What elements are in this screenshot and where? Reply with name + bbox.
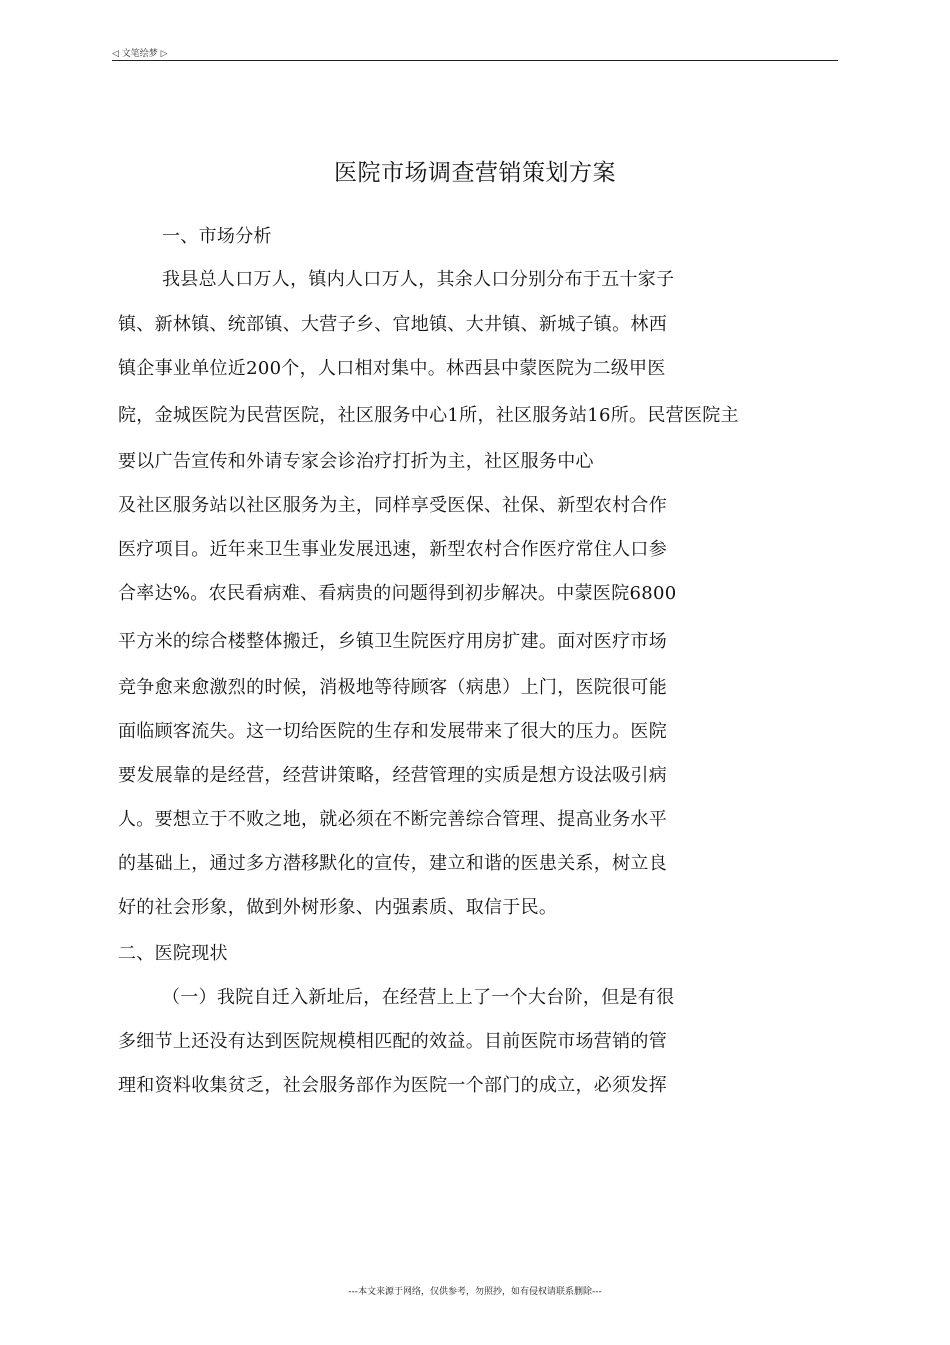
paragraph-line: （一）我院自迁入新址后，在经营上上了一个大台阶，但是有很 (162, 987, 675, 1008)
paragraph-line: 及社区服务站以社区服务为主，同样享受医保、社保、新型农村合作 (118, 495, 667, 516)
section-heading-hospital-status: 二、医院现状 (118, 943, 228, 964)
paragraph-line: 平方米的综合楼整体搬迁，乡镇卫生院医疗用房扩建。面对医疗市场 (118, 631, 667, 652)
paragraph-line: 我县总人口万人，镇内人口万人，其余人口分别分布于五十家子 (162, 269, 675, 290)
paragraph-line: 人。要想立于不败之地，就必须在不断完善综合管理、提高业务水平 (118, 809, 667, 830)
paragraph-line: 要发展靠的是经营，经营讲策略，经营管理的实质是想方设法吸引病 (118, 765, 667, 786)
paragraph-line: 多细节上还没有达到医院规模相匹配的效益。目前医院市场营销的管 (118, 1031, 667, 1052)
paragraph-line: 的基础上，通过多方潜移默化的宣传，建立和谐的医患关系，树立良 (118, 853, 667, 874)
paragraph-line: 院，金城医院为民营医院，社区服务中心1所，社区服务站16所。民营医院主 (118, 405, 739, 426)
header-divider (112, 60, 838, 61)
section-heading-market-analysis: 一、市场分析 (162, 226, 272, 247)
paragraph-line: 好的社会形象，做到外树形象、内强素质、取信于民。 (118, 897, 558, 918)
page-footer-disclaimer: ---本文来源于网络，仅供参考，勿照抄，如有侵权请联系删除--- (348, 1287, 602, 1297)
header-brand-text: ◁ 文笔绘梦 ▷ (112, 49, 168, 59)
paragraph-line: 理和资料收集贫乏，社会服务部作为医院一个部门的成立，必须发挥 (118, 1075, 667, 1096)
paragraph-line: 镇、新林镇、统部镇、大营子乡、官地镇、大井镇、新城子镇。林西 (118, 314, 667, 335)
paragraph-line: 要以广告宣传和外请专家会诊治疗打折为主，社区服务中心 (118, 451, 594, 472)
paragraph-line: 竞争愈来愈激烈的时候，消极地等待顾客（病患）上门，医院很可能 (118, 677, 667, 698)
paragraph-line: 医疗项目。近年来卫生事业发展迅速，新型农村合作医疗常住人口参 (118, 539, 667, 560)
document-title: 医院市场调查营销策划方案 (334, 160, 616, 186)
paragraph-line: 合率达%。农民看病难、看病贵的问题得到初步解决。中蒙医院6800 (118, 583, 677, 604)
paragraph-line: 镇企事业单位近200个，人口相对集中。林西县中蒙医院为二级甲医 (118, 358, 666, 379)
paragraph-line: 面临顾客流失。这一切给医院的生存和发展带来了很大的压力。医院 (118, 721, 667, 742)
page-header (112, 42, 838, 62)
